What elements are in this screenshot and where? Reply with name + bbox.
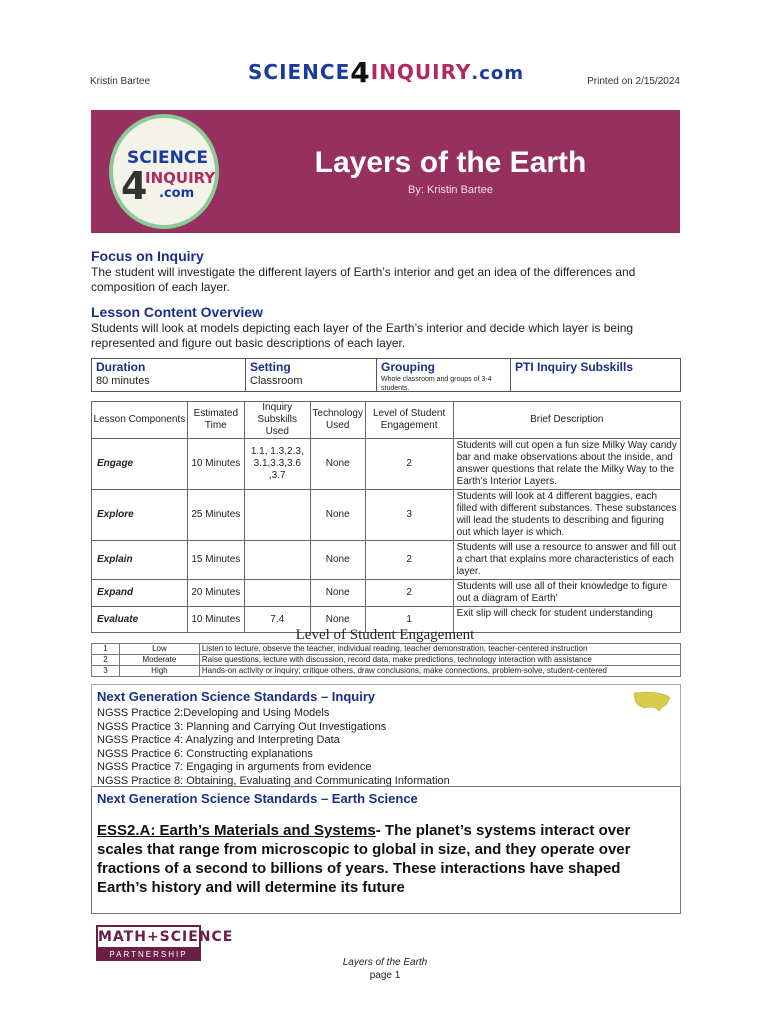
engagement-table [91,643,681,677]
banner-logo-science: SCIENCE [127,148,208,168]
banner-logo-dotcom: .com [159,186,195,201]
duration-value: 80 minutes [96,375,150,387]
banner-logo [109,114,219,229]
row-desc: Exit slip will check for student understanding [453,607,680,633]
row-name: Explain [92,541,188,580]
lesson-components-table [91,401,681,633]
row-tech: None [310,607,365,633]
row-level: 2 [365,439,453,490]
row-level: 2 [365,580,453,607]
ngss-inquiry-heading: Next Generation Science Standards – Inquiry [97,689,376,704]
banner-logo-four: 4 [121,164,148,208]
row-tech: None [310,490,365,541]
ngss-inquiry-list [97,707,450,788]
engagement-level: Low [119,644,199,655]
list-item: NGSS Practice 3: Planning and Carrying Out Investigations [97,720,387,733]
header-printed: Printed on 2/15/2024 [587,76,680,87]
row-name: Engage [92,439,188,490]
engagement-row [92,644,681,655]
setting-value: Classroom [250,375,303,387]
focus-heading: Focus on Inquiry [91,248,204,264]
row-time: 25 Minutes [187,490,244,541]
list-item: NGSS Practice 7: Engaging in arguments from evidence [97,761,372,773]
top-logo-four: 4 [350,56,371,89]
row-desc: Students will cut open a fun size Milky Way candy bar and make observations about the inside, and answer questions that relate the Milky Way to the Earth’s Interior Layers. [453,439,680,490]
footer-title: Layers of the Earth [342,957,428,968]
ngss-earth-section [91,786,681,914]
col-header-engagement: Level of Student Engagement [365,402,453,439]
table-row [92,541,681,580]
row-name: Expand [92,580,188,607]
row-desc: Students will use a resource to answer and fill out a chart that explains more characteristics of each layer. [453,541,680,580]
row-desc: Students will use all of their knowledge to figure out a diagram of Earth’ [453,580,680,607]
overview-heading: Lesson Content Overview [91,304,263,320]
row-desc: Students will look at 4 different baggies, each filled with different substances. These substances will lead the students to describing and figuring out which layer is which. [453,490,680,541]
grouping-value: Whole classroom and groups of 3-4 students. [381,376,492,392]
row-tech: None [310,580,365,607]
row-subskills [244,541,310,580]
duration-label: Duration [96,360,146,374]
top-logo-dotcom: .com [471,63,525,84]
us-map-icon [632,689,672,713]
standard-code[interactable]: ESS2.A: Earth’s Materials and Systems [97,822,376,839]
grouping-label: Grouping [381,360,435,374]
page-number: page 1 [369,970,401,981]
engagement-level: High [119,666,199,677]
page-footer [0,956,770,982]
byline: By: Kristin Bartee [408,184,493,196]
engagement-title: Level of Student Engagement [295,627,475,643]
table-row [92,439,681,490]
col-header-components: Lesson Components [92,402,188,439]
engagement-desc: Raise questions, lecture with discussion, record data, make predictions, technology interaction with assistance [199,655,680,666]
col-header-subskills: Inquiry Subskills Used [244,402,310,439]
engagement-level: Moderate [119,655,199,666]
ngss-inquiry-section [91,684,681,787]
row-time: 20 Minutes [187,580,244,607]
ngss-earth-heading: Next Generation Science Standards – Earth Science [97,791,418,806]
top-logo[interactable] [248,56,524,89]
table-row [92,490,681,541]
row-name: Evaluate [92,607,188,633]
page-title: Layers of the Earth [314,146,587,179]
focus-text: The student will investigate the different layers of Earth’s interior and get an idea of the differences and composition of each layer. [91,265,636,294]
row-subskills [244,490,310,541]
row-level: 1 [365,607,453,633]
engagement-row [92,666,681,677]
list-item: NGSS Practice 8: Obtaining, Evaluating and Communicating Information [97,774,450,787]
list-item: NGSS Practice 6: Constructing explanations [97,747,313,760]
overview-text: Students will look at models depicting each layer of the Earth’s interior and decide which layer is being represented and figure out basic descriptions of each layer. [91,321,634,350]
col-header-time: Estimated Time [187,402,244,439]
row-time: 15 Minutes [187,541,244,580]
col-header-technology: Technology Used [310,402,365,439]
col-header-description: Brief Description [453,402,680,439]
grouping-cell [377,359,511,391]
title-banner [91,110,680,233]
engagement-desc: Listen to lecture, observe the teacher, individual reading, teacher demonstration, teacher-centered instruction [199,644,680,655]
setting-label: Setting [250,360,291,374]
engagement-num: 2 [92,655,120,666]
setting-cell [246,359,377,391]
banner-logo-inquiry: INQUIRY [145,169,216,187]
row-level: 2 [365,541,453,580]
top-logo-science: SCIENCE [248,60,351,84]
top-logo-inquiry: INQUIRY [370,60,472,84]
row-time: 10 Minutes [187,607,244,633]
pti-cell [511,359,680,391]
standard-text: The planet’s systems interact over scales that range from microscopic to global in size, and they operate over fractions of a second to billions of years. These interactions have shaped Earth’s history and will determine its future [97,822,631,896]
engagement-row [92,655,681,666]
row-tech: None [310,541,365,580]
standard-separator: - [375,822,381,839]
msp-logo-top: MATH+SCIENCE [96,925,201,949]
summary-table [91,358,681,392]
engagement-num: 3 [92,666,120,677]
list-item: NGSS Practice 4: Analyzing and Interpreting Data [97,734,340,746]
engagement-num: 1 [92,644,120,655]
header-author: Kristin Bartee [90,76,151,87]
duration-cell [92,359,246,391]
table-header-row [92,402,681,439]
table-row [92,580,681,607]
pti-label: PTI Inquiry Subskills [515,360,634,374]
row-level: 3 [365,490,453,541]
list-item: NGSS Practice 2:Developing and Using Models [97,707,330,719]
row-subskills: 1.1, 1.3,2.3, 3.1,3.3,3.6 ,3.7 [244,439,310,490]
row-subskills: 7.4 [244,607,310,633]
engagement-desc: Hands-on activity or inquiry; critique others, draw conclusions, make connections, problem-solve, student-centered [199,666,680,677]
msp-logo-bottom: PARTNERSHIP [96,949,201,961]
row-time: 10 Minutes [187,439,244,490]
ngss-earth-standard [97,821,667,897]
row-name: Explore [92,490,188,541]
row-subskills [244,580,310,607]
row-tech: None [310,439,365,490]
